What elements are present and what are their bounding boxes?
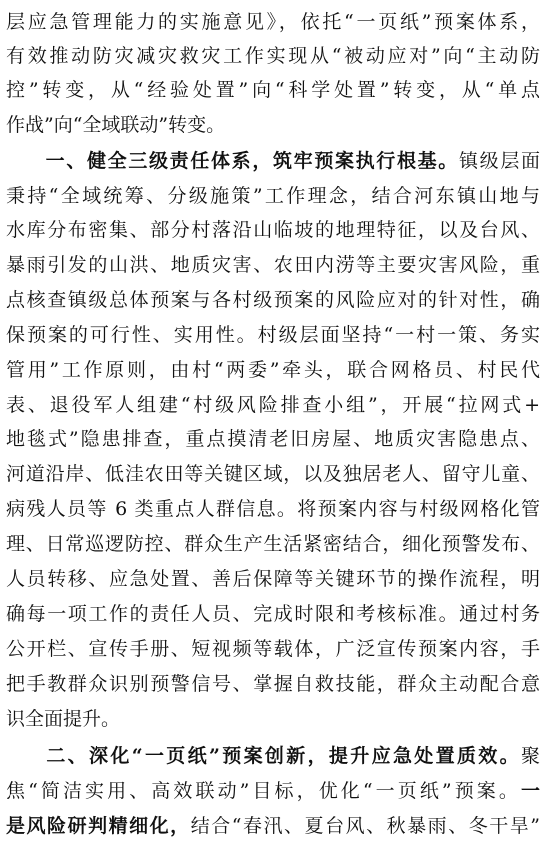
text-segment: 作战”向“全域联动”转变。 (6, 114, 226, 136)
text-line (6, 352, 540, 388)
text-line (6, 387, 540, 423)
text-segment: 有效推动防灾减灾救灾工作实现从“被动应对”向“主动防 (6, 45, 540, 67)
text-line (6, 773, 540, 809)
text-line (6, 282, 540, 318)
text-line (6, 491, 540, 527)
bold-text-segment: 二、深化“一页纸”预案创新，提升应急处置质效。 (44, 745, 521, 767)
text-segment: 焦“简洁实用、高效联动”目标，优化“一页纸”预案。 (6, 780, 521, 802)
text-segment: 聚 (520, 745, 540, 767)
text-line (6, 456, 540, 492)
text-segment: 控”转变，从“经验处置”向“科学处置”转变，从“单点 (6, 79, 540, 101)
text-segment: 管用”工作原则，由村“两委”牵头，联合网格员、村民代 (6, 359, 540, 381)
text-segment: 地毯式”隐患排查，重点摸清老旧房屋、地质灾害隐患点、 (6, 428, 540, 450)
text-line (6, 247, 540, 283)
text-segment: 水库分布密集、部分村落沿山临坡的地理特征，以及台风、 (6, 219, 540, 241)
text-line (6, 701, 540, 737)
text-segment: 层应急管理能力的实施意见》，依托“一页纸”预案体系， (6, 11, 540, 33)
text-segment: 点核查镇级总体预案与各村级预案的风险应对的针对性，确 (6, 289, 540, 311)
text-line (6, 808, 540, 844)
text-line (6, 178, 540, 214)
text-line (6, 212, 540, 248)
text-segment: 秉持“全域统筹、分级施策”工作理念，结合河东镇山地与 (6, 185, 540, 207)
text-line (6, 72, 540, 108)
text-segment: 人员转移、应急处置、善后保障等关键环节的操作流程，明 (6, 568, 540, 590)
text-segment: 把手教群众识别预警信号、掌握自救技能，群众主动配合意 (6, 673, 540, 695)
bold-text-segment: 一、健全三级责任体系，筑牢预案执行根基。 (44, 150, 459, 172)
text-line (6, 561, 540, 597)
text-segment: 镇级层面 (458, 150, 540, 172)
text-segment: 识全面提升。 (6, 708, 121, 730)
text-line (6, 4, 540, 40)
text-line (6, 38, 540, 74)
text-line (6, 631, 540, 667)
text-segment: 暴雨引发的山洪、地质灾害、农田内涝等主要灾害风险，重 (6, 254, 540, 276)
text-line (6, 526, 540, 562)
bold-text-segment: 一 (520, 780, 540, 802)
text-segment: 病残人员等 6 类重点人群信息。将预案内容与村级网格化管 (6, 498, 540, 520)
text-line (6, 317, 540, 353)
text-line (6, 666, 540, 702)
text-segment: 河道沿岸、低洼农田等关键区域，以及独居老人、留守儿童、 (6, 463, 540, 485)
text-segment: 保预案的可行性、实用性。村级层面坚持“一村一策、务实 (6, 324, 540, 346)
text-line (6, 596, 540, 632)
text-line (6, 421, 540, 457)
bold-text-segment: 是风险研判精细化， (6, 815, 191, 837)
text-segment: 公开栏、宣传手册、短视频等载体，广泛宣传预案内容，手 (6, 638, 540, 660)
text-line (6, 738, 540, 774)
text-segment: 表、退役军人组建“村级风险排查小组”，开展“拉网式+ (6, 394, 540, 416)
text-line (6, 143, 540, 179)
text-segment: 理、日常巡逻防控、群众生产生活紧密结合，细化预警发布、 (6, 533, 540, 555)
text-segment: 确每一项工作的责任人员、完成时限和考核标准。通过村务 (6, 603, 540, 625)
text-line (6, 107, 540, 143)
text-segment: 结合“春汛、夏台风、秋暴雨、冬干旱” (190, 815, 540, 837)
